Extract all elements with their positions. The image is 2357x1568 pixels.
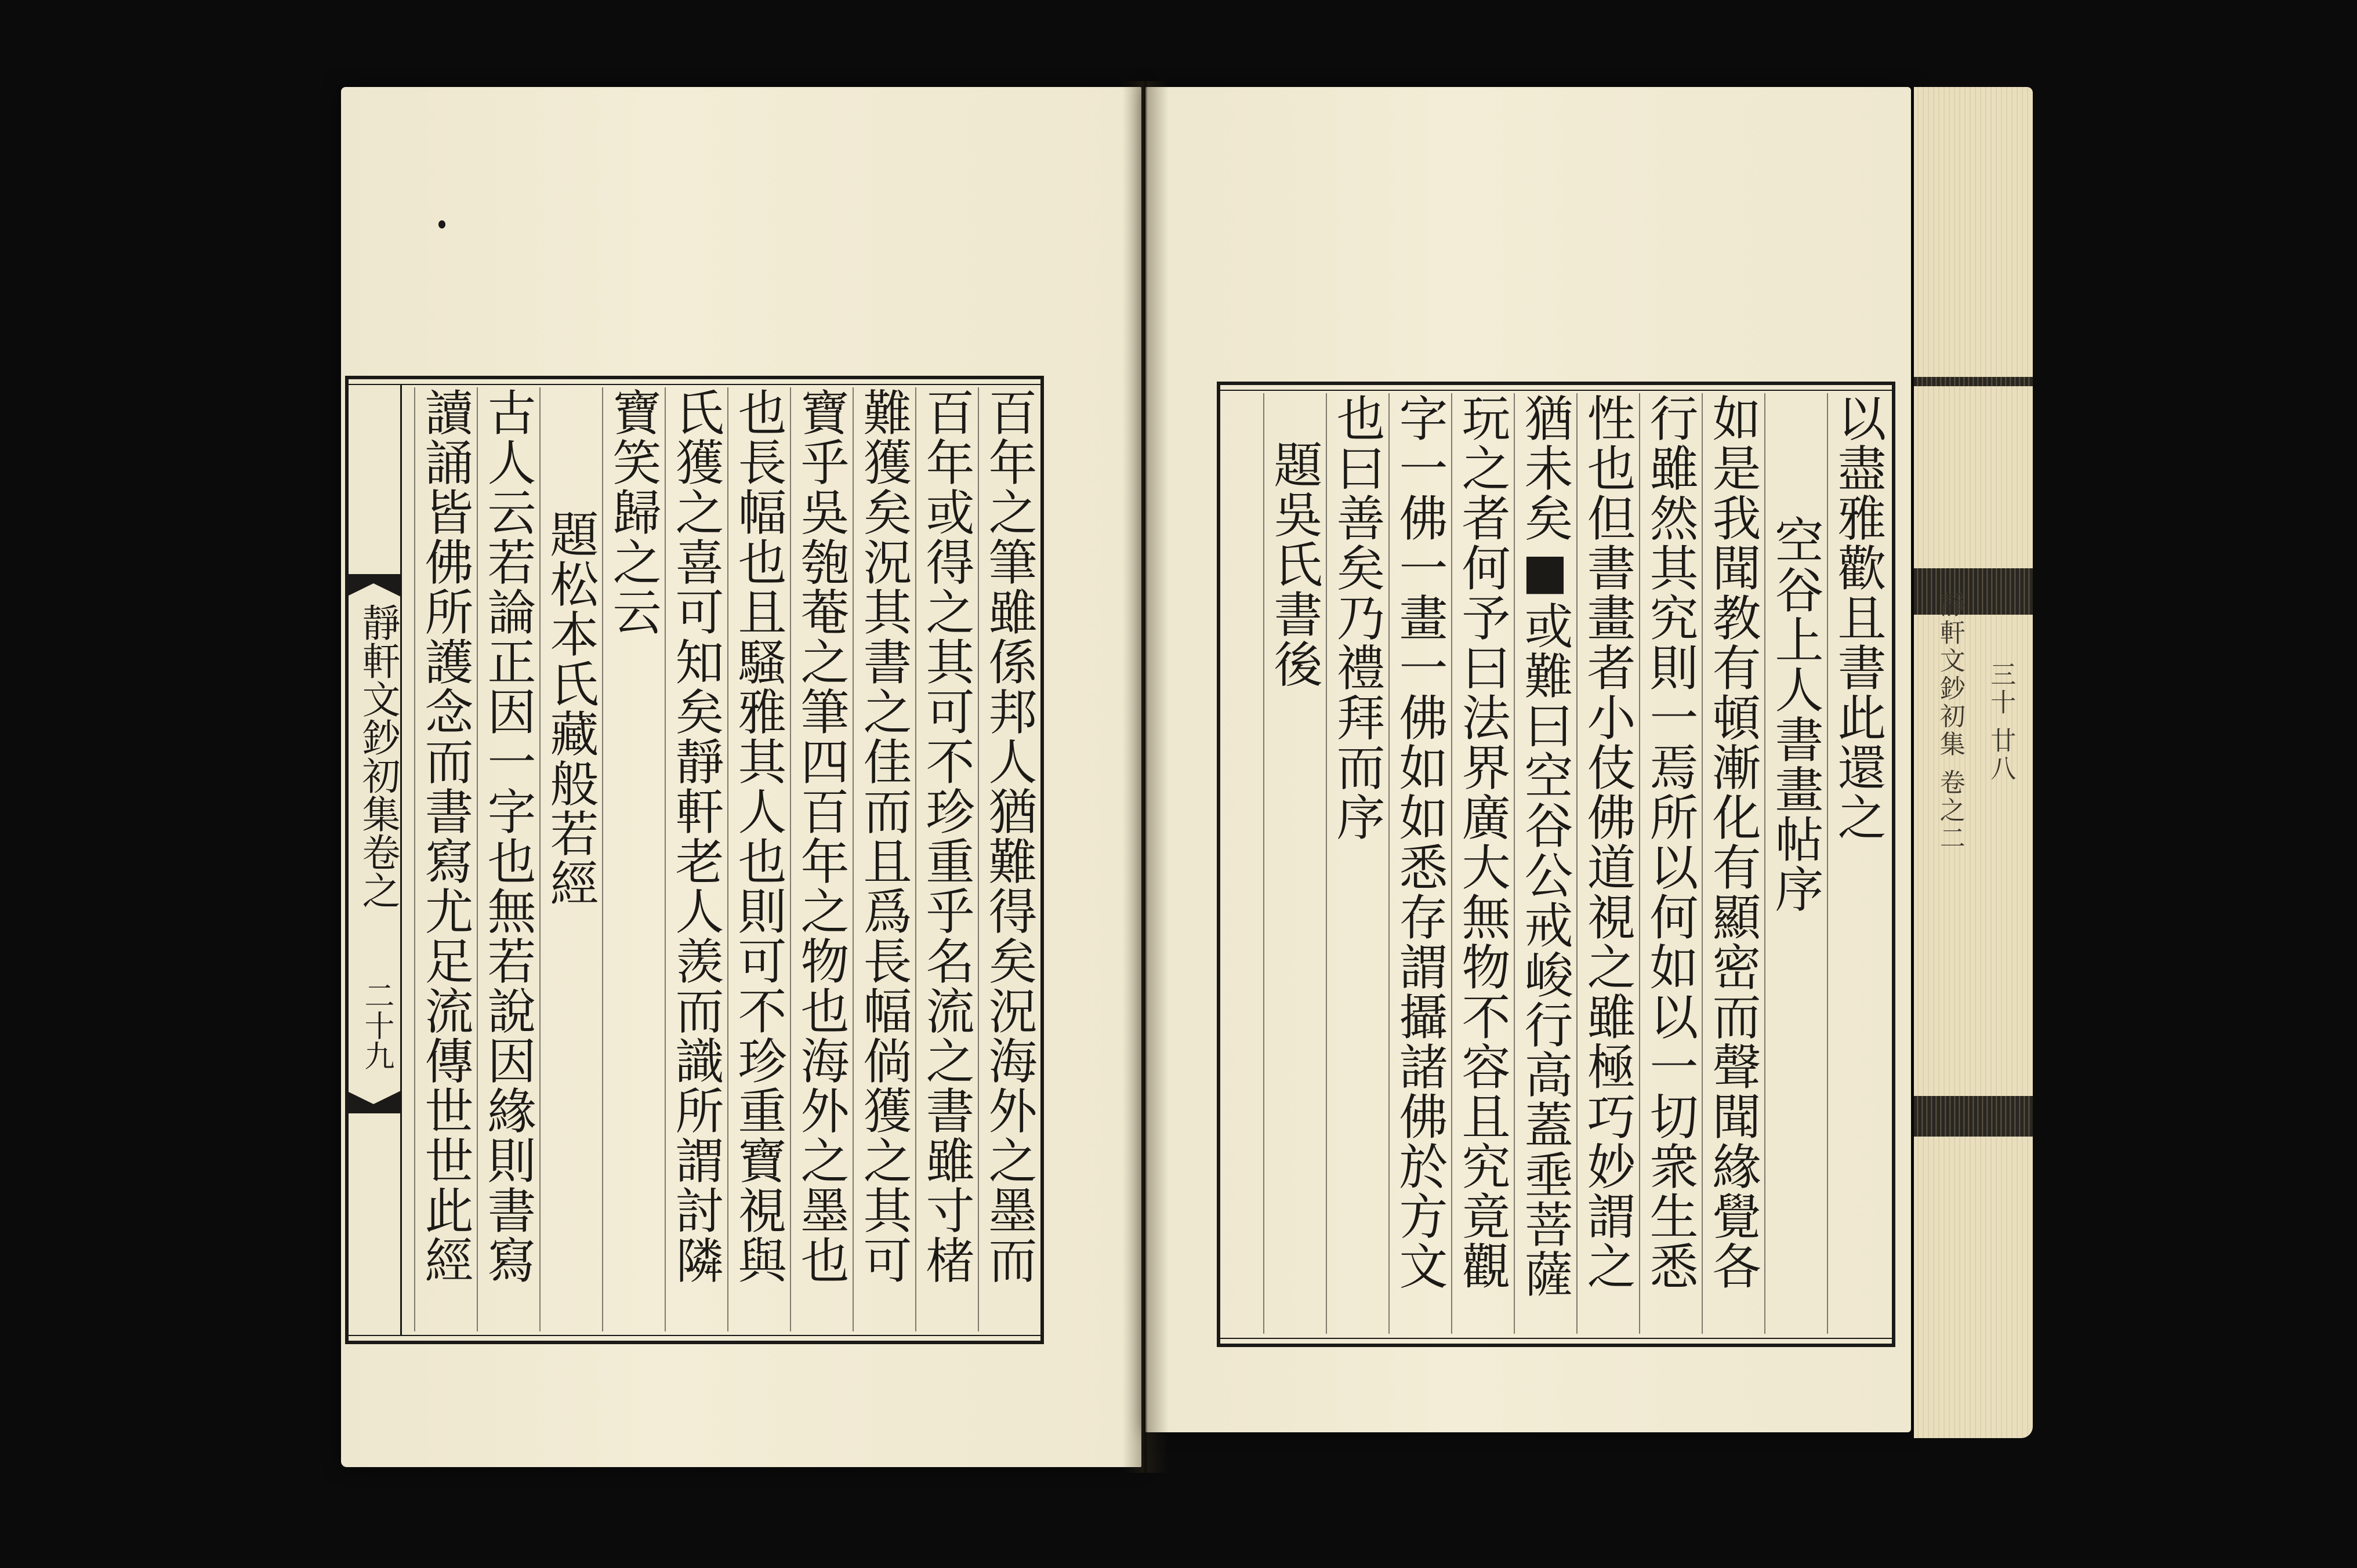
fore-edge-title (1924, 591, 2026, 916)
text-column: 讀誦皆佛所護念而書寫尤足流傳世世此經 (414, 387, 477, 1331)
text-column: 寶笑歸之云 (602, 387, 665, 1331)
fore-edge-title-text: 靜軒文鈔初集 卷之二 (1935, 591, 1965, 852)
right-page-text (1225, 393, 1890, 1334)
text-column: 以盡雅歡且書此還之 (1827, 393, 1890, 1334)
text-column: 猶未矣■或難曰空谷公戒峻行高蓋埀菩薩 (1514, 393, 1576, 1334)
left-margin-title: 靜軒文鈔初集卷之 (356, 603, 400, 909)
text-column: 難獲矣況其書之佳而且爲長幅倘獲之其可 (853, 387, 915, 1331)
text-column: 性也但書畫者小伎佛道視之雖極巧妙謂之 (1576, 393, 1639, 1334)
left-frame-inner-line (347, 384, 1042, 385)
left-frame-inner-line-bottom (347, 1335, 1042, 1336)
fore-edge-frame-line (1914, 377, 2033, 386)
text-column: 也曰善矣乃禮拜而序 (1326, 393, 1388, 1334)
text-column: 百年之筆雖係邦人猶難得矣況海外之墨而 (978, 387, 1040, 1331)
heading-column: 題松本氏藏般若經 (539, 387, 602, 1331)
heading-column: 題吳氏書後 (1263, 393, 1326, 1334)
text-column: 氏獲之喜可知矣靜軒老人羡而識所謂討隣 (665, 387, 727, 1331)
worm-hole (438, 220, 445, 228)
right-frame-inner-line (1219, 390, 1893, 391)
text-column: 百年或得之其可不珍重乎名流之書雖寸楮 (915, 387, 978, 1331)
text-column: 行雖然其究則一焉所以何如以一切衆生悉 (1639, 393, 1702, 1334)
text-column: 如是我聞教有頓漸化有顯密而聲聞緣覺各 (1702, 393, 1764, 1334)
right-frame-inner-line-bottom (1219, 1338, 1893, 1339)
text-column: 玩之者何予曰法界廣大無物不容且究竟觀 (1451, 393, 1514, 1334)
fore-edge-band-bottom (1914, 1096, 2033, 1137)
left-page-text (402, 387, 1040, 1331)
heading-column: 空谷上人書畫帖序 (1764, 393, 1827, 1334)
left-margin-page-number: 二十九 (359, 980, 394, 1070)
fore-edge-page-text: 三十 廿八 (1986, 661, 2016, 783)
text-column: 寶乎吳匏菴之筆四百年之物也海外之墨也 (790, 387, 853, 1331)
text-column: 古人云若論正因一字也無若說因緣則書寫 (477, 387, 539, 1331)
book-gutter (1122, 81, 1169, 1473)
text-column: 字一佛一畫一佛如如悉存謂攝諸佛於方文 (1388, 393, 1451, 1334)
text-column: 也長幅也且騷雅其人也則可不珍重寶視與 (727, 387, 790, 1331)
